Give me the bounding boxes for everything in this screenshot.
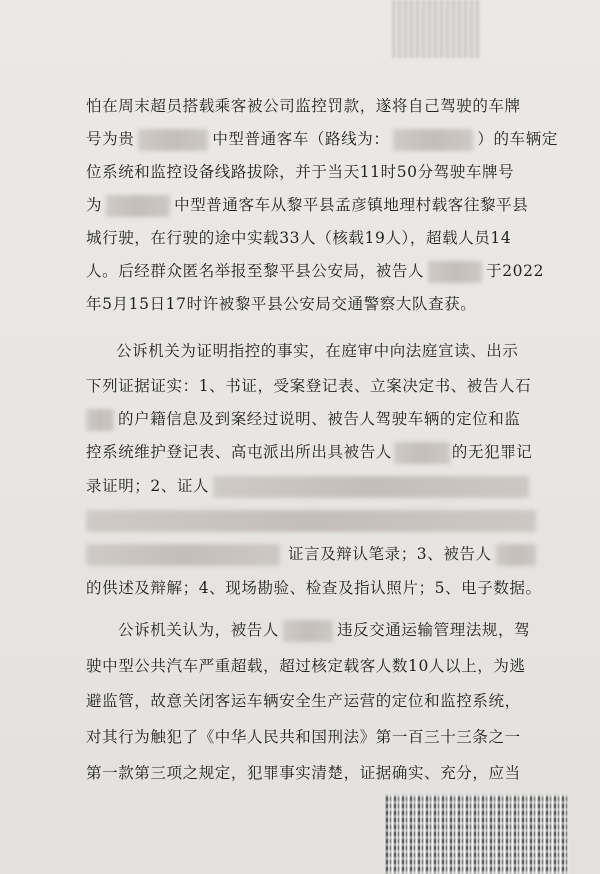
text-segment: ）的车辆定 (477, 130, 558, 148)
text-segment: 公诉机关认为，被告人 (118, 621, 280, 639)
text-line (118, 618, 530, 642)
text-line (86, 508, 536, 532)
text-segment: 公诉机关为证明指控的事实，在庭审中向法庭宣读、出示 (116, 342, 519, 360)
text-line (116, 339, 519, 363)
text-segment: 城行驶，在行驶的途中实载33人（核载19人），超载人员14 (86, 229, 512, 247)
redaction-block (86, 544, 280, 566)
text-segment: 控系统维护登记表、高屯派出所出具被告人 (86, 443, 392, 461)
text-segment: 的无犯罪记 (451, 443, 533, 461)
text-segment: 下列证据证实：1、书证，受案登记表、立案决定书、被告人石 (86, 377, 532, 395)
text-line (86, 127, 558, 151)
redaction-block (496, 544, 536, 566)
text-segment: 年5月15日17时许被黎平县公安局交通警察大队查获。 (86, 295, 477, 313)
redaction-block (86, 409, 114, 431)
text-segment: 的供述及辩解；4、现场勘验、检查及指认照片；5、电子数据。 (86, 579, 542, 597)
redaction-block (106, 195, 170, 217)
redaction-block (394, 442, 450, 464)
text-segment: 驶中型公共汽车严重超载，超过核定载客人数10人以上，为逃 (86, 657, 526, 675)
text-line (86, 292, 476, 316)
text-line (86, 226, 511, 250)
text-segment: 中型普通客车（路线为： (212, 130, 390, 148)
text-line (86, 576, 542, 600)
text-segment: 证言及辩认笔录；3、被告人 (288, 545, 492, 563)
text-segment: 为 (86, 196, 103, 214)
redaction-block (428, 261, 482, 283)
redaction-block (86, 510, 536, 532)
text-line (86, 725, 521, 749)
blurred-stamp (392, 0, 480, 58)
text-line (86, 654, 526, 678)
text-line (86, 689, 521, 713)
text-line (86, 259, 544, 283)
text-line (86, 761, 521, 785)
redaction-block (283, 620, 333, 642)
redaction-block (138, 129, 208, 151)
text-line (86, 160, 514, 184)
text-line (86, 374, 531, 398)
text-segment: 录证明；2、证人 (86, 477, 210, 495)
text-segment: 于2022 (486, 262, 545, 280)
text-segment: 怕在周末超员搭载乘客被公司监控罚款，遂将自己驾驶的车牌 (86, 97, 521, 115)
redaction-block (393, 129, 473, 151)
text-line (86, 94, 521, 118)
text-segment: 位系统和监控设备线路拔除，并于当天11时50分驾驶车牌号 (86, 163, 515, 181)
text-segment: 人。后经群众匿名举报至黎平县公安局，被告人 (86, 262, 425, 280)
text-segment: 的户籍信息及到案经过说明、被告人驾驶车辆的定位和监 (118, 410, 521, 428)
text-segment: 中型普通客车从黎平县孟彦镇地理村载客往黎平县 (174, 196, 529, 214)
text-line (86, 474, 529, 498)
text-segment: 避监管，故意关闭客运车辆安全生产运营的定位和监控系统， (86, 692, 521, 710)
text-segment: 第一款第三项之规定，犯罪事实清楚，证据确实、充分，应当 (86, 764, 521, 782)
text-line (86, 542, 536, 566)
redaction-block (213, 476, 529, 498)
qr-code-image (386, 795, 568, 874)
text-segment: 对其行为触犯了《中华人民共和国刑法》第一百三十三条之一 (86, 728, 521, 746)
text-segment: 号为贵 (86, 130, 135, 148)
text-line (86, 407, 521, 431)
text-line (86, 440, 532, 464)
text-segment: 违反交通运输管理法规，驾 (337, 621, 531, 639)
text-line (86, 193, 528, 217)
